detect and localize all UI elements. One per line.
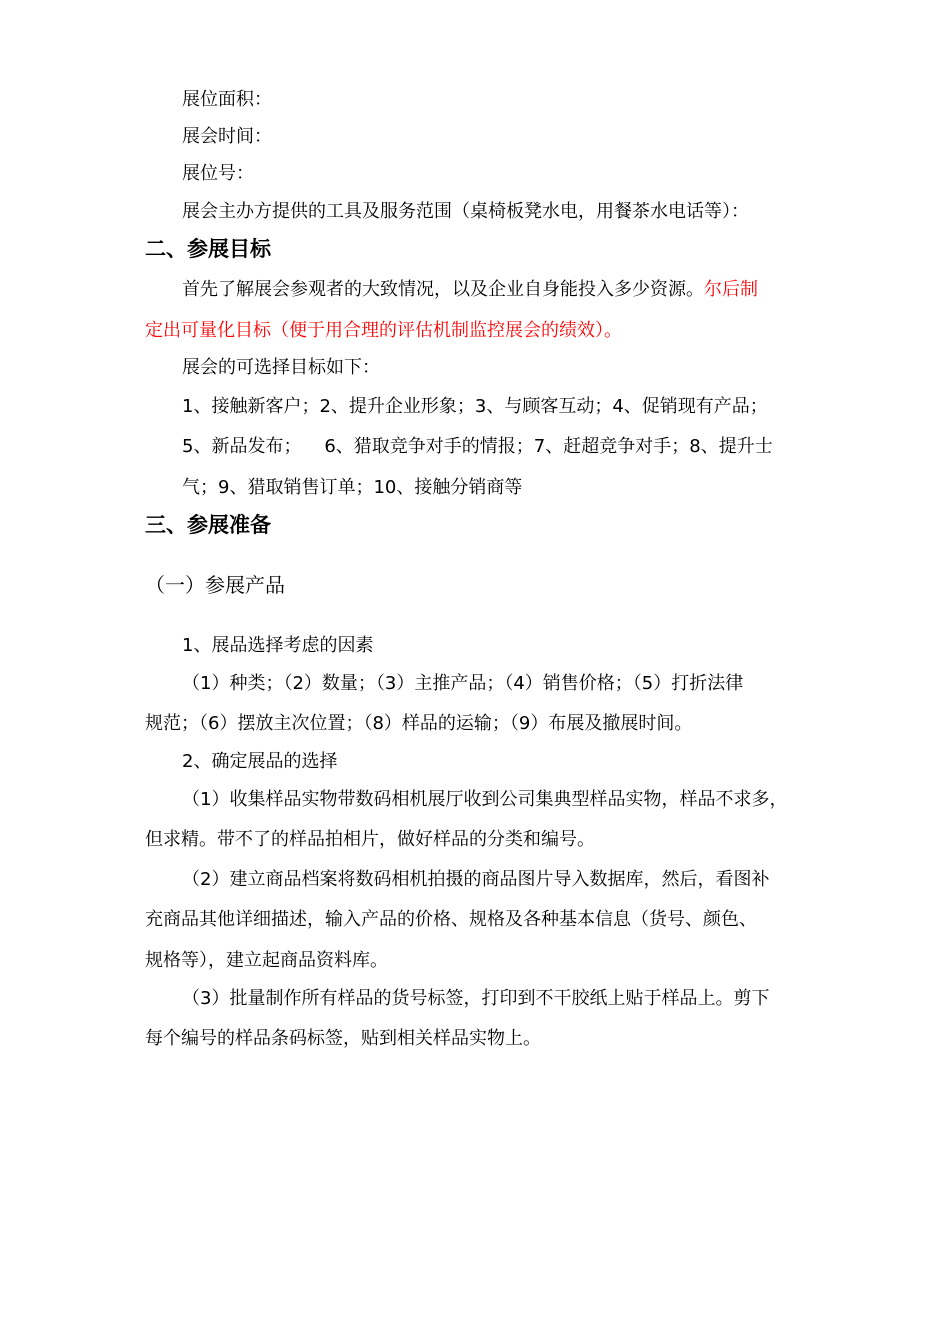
item2-para1-line2: 但求精。带不了的样品拍相片，做好样品的分类和编号。	[145, 829, 595, 850]
item1-line-2: 规范；（6）摆放主次位置；（8）样品的运输；（9）布展及撤展时间。	[145, 713, 693, 734]
item2-para1-line1: （1）收集样品实物带数码相机展厅收到公司集典型样品实物，样品不求多，	[182, 789, 788, 810]
item2-para2-line1: （2）建立商品档案将数码相机拍摄的商品图片导入数据库，然后，看图补	[182, 869, 770, 890]
item2-para3-line1: （3）批量制作所有样品的货号标签，打印到不干胶纸上贴于样品上。剪下	[182, 988, 770, 1009]
item1-title: 1、展品选择考虑的因素	[182, 635, 374, 656]
goals-line-3: 气；9、猎取销售订单；10、接触分销商等	[182, 477, 523, 498]
item2-title: 2、确定展品的选择	[182, 751, 338, 772]
goals-line-2: 5、新品发布； 6、猎取竞争对手的情报；7、赶超竞争对手；8、提升士	[182, 436, 773, 457]
section2-intro-red-line2: 定出可量化目标（便于用合理的评估机制监控展会的绩效）。	[145, 320, 622, 341]
organizer-services-label: 展会主办方提供的工具及服务范围（桌椅板凳水电，用餐茶水电话等）：	[182, 201, 749, 222]
section2-intro-line1	[182, 279, 758, 301]
exhibition-time-label: 展会时间：	[182, 126, 272, 147]
item2-para2-line2: 充商品其他详细描述，输入产品的价格、规格及各种基本信息（货号、颜色、	[145, 909, 757, 930]
item2-para2-line3: 规格等），建立起商品资料库。	[145, 950, 388, 971]
item2-para3-line2: 每个编号的样品条码标签，贴到相关样品实物上。	[145, 1028, 541, 1049]
item1-line-1: （1）种类；（2）数量；（3）主推产品；（4）销售价格；（5）打折法律	[182, 673, 744, 694]
section2-intro-black: 首先了解展会参观者的大致情况，以及企业自身能投入多少资源。	[182, 279, 704, 300]
subsection1-heading: （一）参展产品	[145, 573, 285, 597]
section3-heading: 三、参展准备	[145, 513, 271, 537]
booth-area-label: 展位面积：	[182, 89, 272, 110]
section2-heading: 二、参展目标	[145, 237, 271, 261]
goals-intro: 展会的可选择目标如下：	[182, 357, 380, 378]
goals-line-1: 1、接触新客户；2、提升企业形象；3、与顾客互动；4、促销现有产品；	[182, 396, 768, 417]
booth-number-label: 展位号：	[182, 163, 254, 184]
section2-intro-red-start: 尔后制	[704, 279, 758, 300]
